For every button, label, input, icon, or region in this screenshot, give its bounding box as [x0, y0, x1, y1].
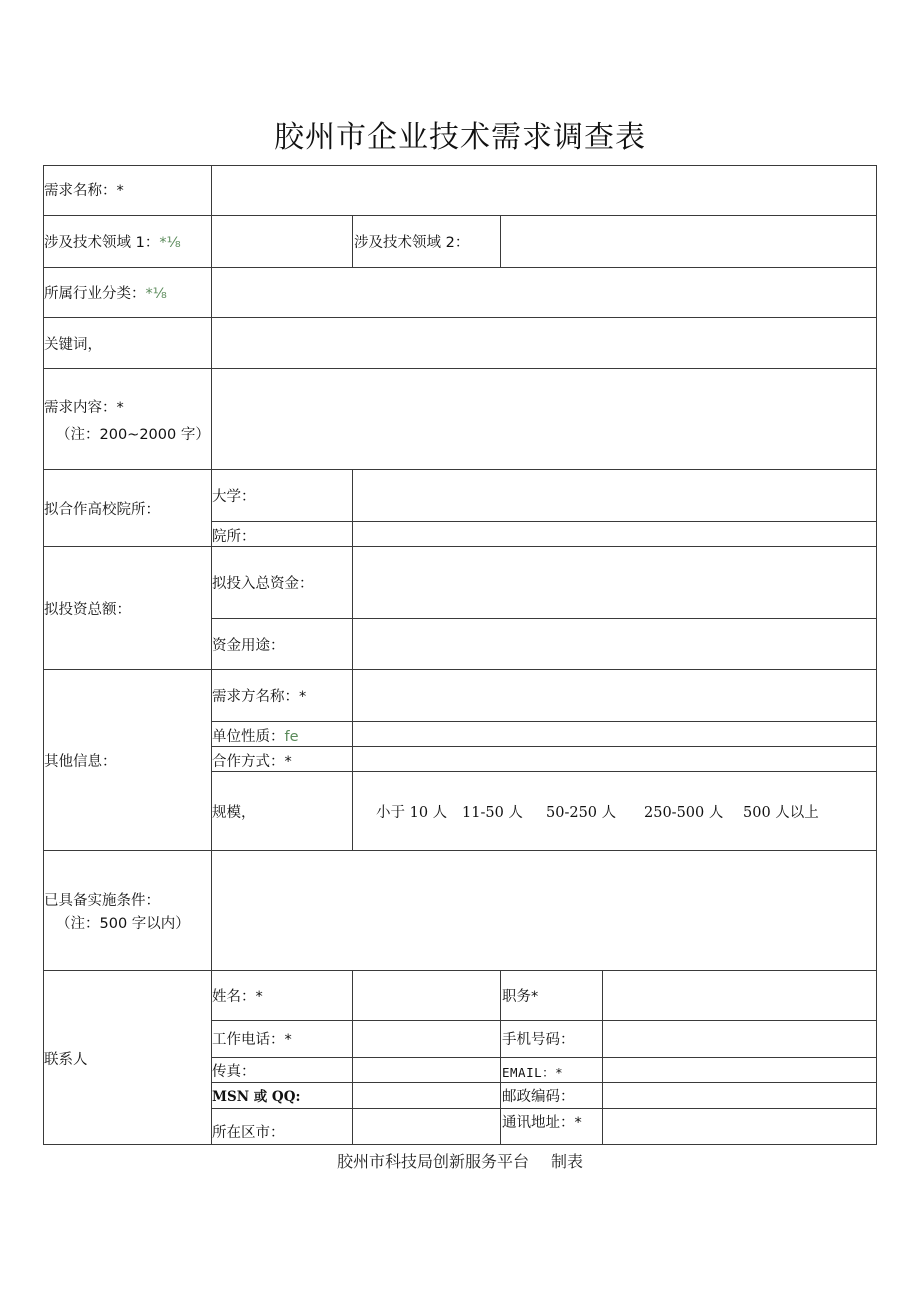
- tech-field-2-field[interactable]: [501, 216, 876, 267]
- email-field[interactable]: [603, 1058, 876, 1082]
- email-label: EMAIL：*: [502, 1065, 564, 1080]
- keywords-field[interactable]: [212, 318, 876, 368]
- address-label: 通讯地址：*: [502, 1115, 582, 1131]
- unit-nature-label: 单位性质：: [212, 729, 285, 745]
- msn-qq-field[interactable]: [353, 1083, 500, 1108]
- demand-name-field[interactable]: [212, 166, 876, 215]
- footer-credit: [0, 1149, 920, 1172]
- fax-label: 传真：: [212, 1064, 256, 1080]
- industry-field[interactable]: [212, 268, 876, 317]
- industry-label: 所属行业分类：: [44, 286, 146, 302]
- footer-org: 胶州市科技局创新服务平台: [336, 1152, 529, 1171]
- investment-label: 拟投资总额：: [44, 602, 131, 618]
- page-title: 胶州市企业技术需求调查表: [274, 120, 646, 155]
- work-phone-field[interactable]: [353, 1021, 500, 1057]
- table-border-bottom: [43, 1144, 877, 1145]
- unit-nature-mark: fe: [284, 729, 299, 745]
- scale-option[interactable]: 500 人以上: [743, 805, 819, 821]
- contact-name-field[interactable]: [353, 971, 500, 1020]
- tech-field-2-label: 涉及技术领域 2：: [354, 235, 470, 251]
- msn-qq-label: MSN 或 QQ:: [212, 1089, 301, 1105]
- tech-field-1-mark: *⅛: [159, 235, 181, 251]
- conditions-note: （注：500 字以内）: [56, 916, 190, 932]
- scale-label: 规模，: [212, 805, 256, 821]
- district-field[interactable]: [353, 1109, 500, 1144]
- institute-field[interactable]: [353, 522, 876, 546]
- mobile-label: 手机号码：: [502, 1032, 575, 1048]
- conditions-field[interactable]: [212, 851, 876, 970]
- scale-option[interactable]: 50-250 人: [546, 805, 617, 821]
- demander-name-field[interactable]: [353, 670, 876, 721]
- total-funds-label: 拟投入总资金：: [212, 576, 314, 592]
- scale-option[interactable]: 250-500 人: [644, 805, 724, 821]
- row-divider: [211, 771, 877, 772]
- content-field[interactable]: [212, 369, 876, 469]
- address-field[interactable]: [603, 1109, 876, 1144]
- demand-name-label: 需求名称：*: [44, 183, 124, 199]
- cooperation-field[interactable]: [353, 747, 876, 771]
- total-funds-field[interactable]: [353, 547, 876, 618]
- fund-usage-field[interactable]: [353, 619, 876, 669]
- industry-label-wrap: [44, 285, 167, 303]
- postcode-field[interactable]: [603, 1083, 876, 1108]
- mobile-field[interactable]: [603, 1021, 876, 1057]
- work-phone-label: 工作电话：*: [212, 1032, 292, 1048]
- position-label: 职务*: [502, 989, 539, 1005]
- position-field[interactable]: [603, 971, 876, 1020]
- university-field[interactable]: [353, 470, 876, 521]
- contact-label: 联系人: [44, 1052, 88, 1068]
- scale-option[interactable]: 11-50 人: [462, 805, 523, 821]
- contact-name-label: 姓名：*: [212, 989, 263, 1005]
- postcode-label: 邮政编码：: [502, 1089, 575, 1105]
- tech-field-1-label: 涉及技术领域 1：: [44, 235, 160, 251]
- unit-nature-field[interactable]: [353, 722, 876, 746]
- district-label: 所在区市：: [212, 1125, 285, 1141]
- footer-suffix: 制表: [551, 1152, 584, 1171]
- content-label: 需求内容：*: [44, 400, 124, 416]
- column-divider: [500, 970, 501, 1145]
- university-label: 大学：: [212, 489, 256, 505]
- industry-mark: *⅛: [145, 286, 167, 302]
- scale-option[interactable]: 小于 10 人: [376, 805, 448, 821]
- tech-field-1-field[interactable]: [212, 216, 352, 267]
- keywords-label: 关键词，: [44, 337, 102, 353]
- fund-usage-label: 资金用途：: [212, 638, 285, 654]
- fax-field[interactable]: [353, 1058, 500, 1082]
- unit-nature-label-wrap: [212, 728, 299, 746]
- column-divider: [352, 215, 353, 267]
- tech-field-1-label-wrap: [44, 234, 181, 252]
- partner-label: 拟合作高校院所：: [44, 502, 160, 518]
- table-border-left: [43, 165, 44, 1145]
- conditions-label: 已具备实施条件：: [44, 893, 160, 909]
- table-border-right: [876, 165, 877, 1145]
- institute-label: 院所：: [212, 529, 256, 545]
- demander-name-label: 需求方名称：*: [212, 689, 307, 705]
- content-note: （注：200~2000 字）: [56, 427, 210, 443]
- cooperation-label: 合作方式：*: [212, 754, 292, 770]
- other-info-label: 其他信息：: [44, 754, 117, 770]
